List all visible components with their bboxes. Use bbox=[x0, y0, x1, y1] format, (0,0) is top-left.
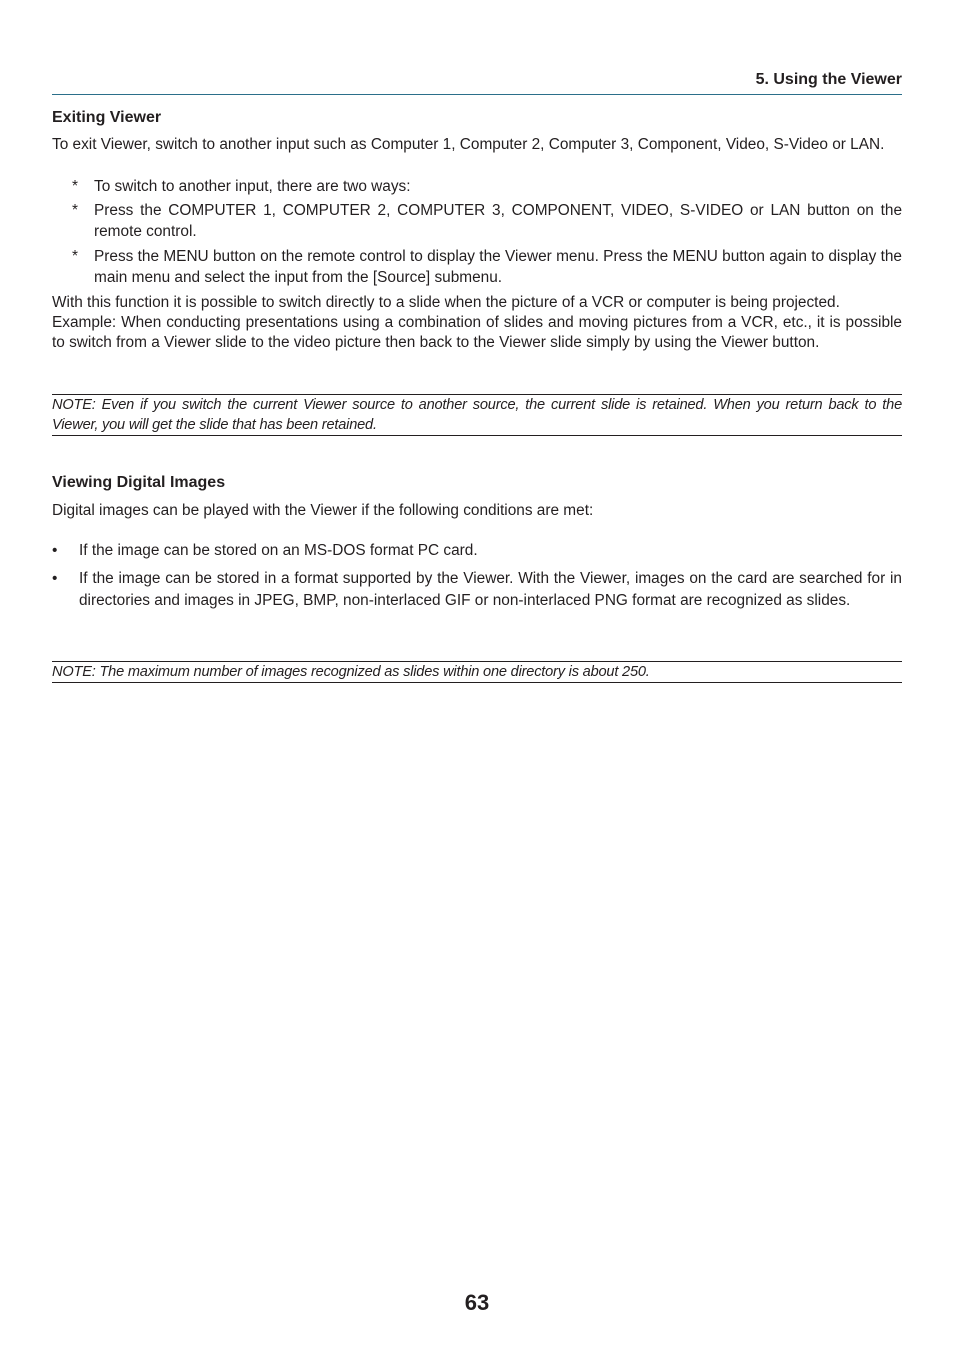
list-item: Press the MENU button on the remote control to display the Viewer menu. Press the MENU button again to display the main menu and select the input from the [Source] submenu. bbox=[94, 248, 902, 286]
exiting-example-paragraph: Example: When conducting presentations using a combination of slides and moving pictures from a VCR, etc., it is possible to switch from a Viewer slide to the video picture then back to the Viewer slide simply by using the Viewer button. bbox=[52, 314, 902, 351]
list-marker: * bbox=[72, 178, 78, 195]
note-box: NOTE: Even if you switch the current Viewer source to another source, the current slide is retained. When you return back to the Viewer, you will get the slide that has been retained. bbox=[52, 394, 902, 436]
running-header-title: 5. Using the Viewer bbox=[755, 71, 902, 88]
list-marker: * bbox=[72, 248, 78, 265]
bullet-item: If the image can be stored on an MS-DOS format PC card. bbox=[79, 542, 478, 559]
running-header bbox=[52, 70, 902, 95]
viewing-intro-paragraph: Digital images can be played with the Viewer if the following conditions are met: bbox=[52, 502, 594, 519]
bullet-marker: • bbox=[52, 542, 58, 559]
bullet-marker: • bbox=[52, 570, 58, 587]
exiting-function-paragraph: With this function it is possible to switch directly to a slide when the picture of a VCR or computer is being projected. bbox=[52, 294, 840, 311]
exiting-intro-paragraph: To exit Viewer, switch to another input such as Computer 1, Computer 2, Computer 3, Component, Video, S-Video or LAN. bbox=[52, 136, 885, 153]
note-box: NOTE: The maximum number of images recognized as slides within one directory is about 250. bbox=[52, 661, 902, 683]
list-marker: * bbox=[72, 202, 78, 219]
section-title-viewing-digital-images: Viewing Digital Images bbox=[52, 474, 226, 491]
list-item: To switch to another input, there are two ways: bbox=[94, 178, 411, 195]
page-number: 63 bbox=[464, 1290, 490, 1315]
bullet-item: If the image can be stored in a format supported by the Viewer. With the Viewer, images on the card are searched for in directories and images in JPEG, BMP, non-interlaced GIF or non-interlaced PNG format are recognized as slides. bbox=[79, 570, 902, 609]
section-title-exiting-viewer: Exiting Viewer bbox=[52, 109, 162, 126]
list-item: Press the COMPUTER 1, COMPUTER 2, COMPUTER 3, COMPONENT, VIDEO, S-VIDEO or LAN button on the remote control. bbox=[94, 202, 902, 240]
